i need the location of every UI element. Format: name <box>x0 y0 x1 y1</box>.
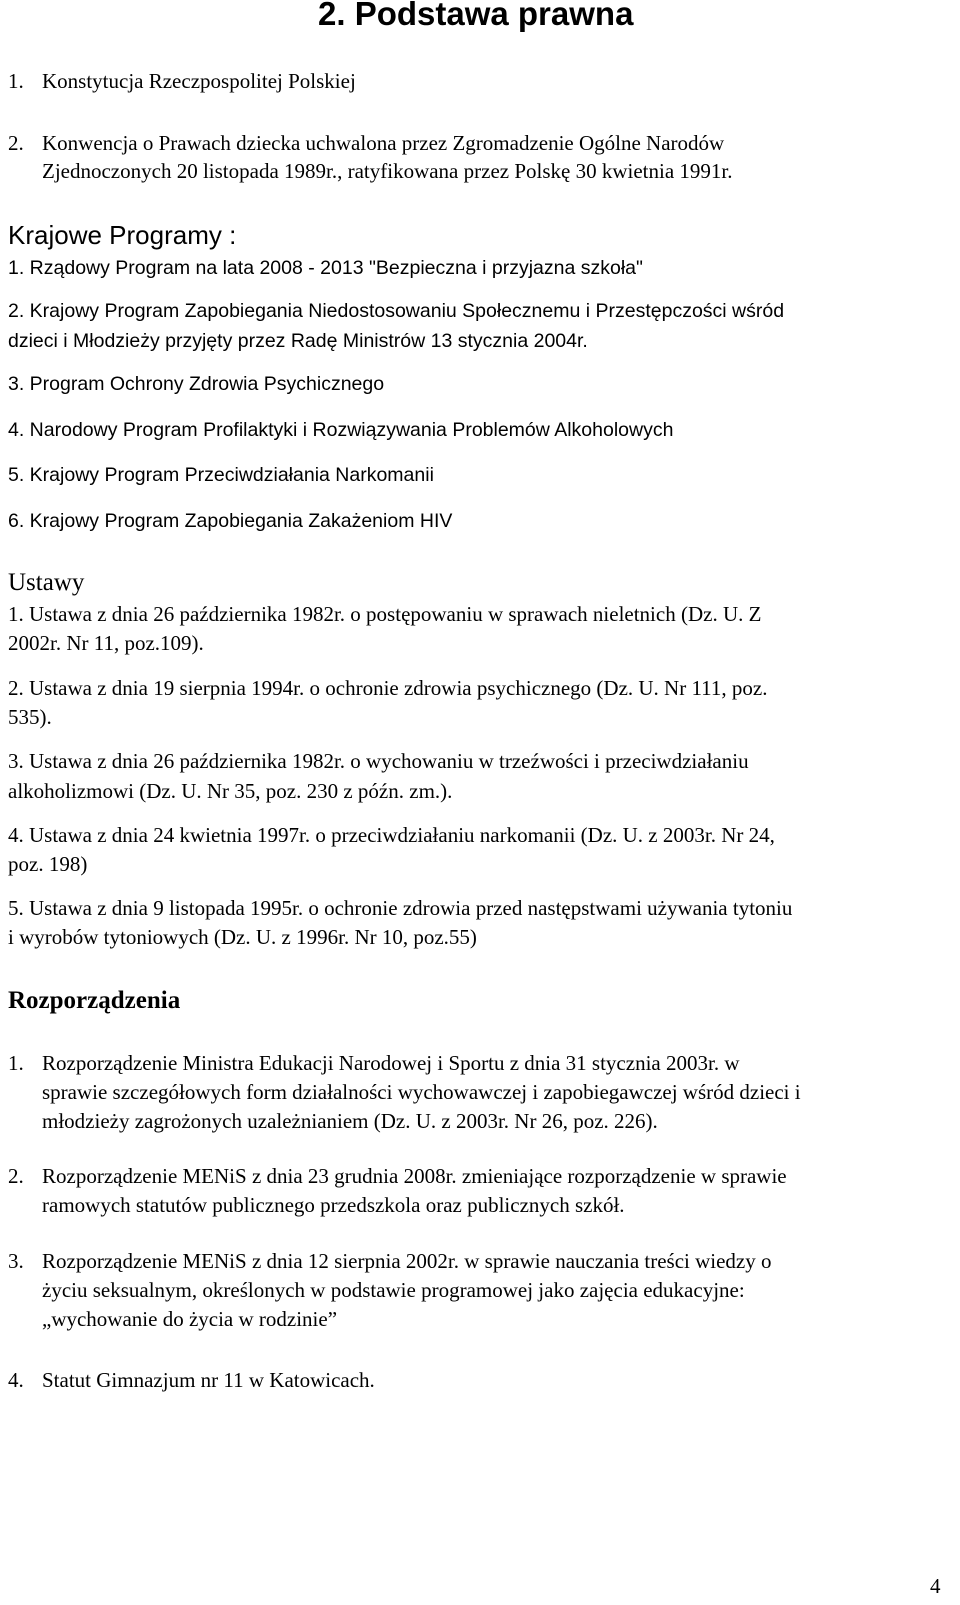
act-line: 2. Ustawa z dnia 19 sierpnia 1994r. o ochronie zdrowia psychicznego (Dz. U. Nr 111, poz. <box>8 676 768 700</box>
act-line: 2002r. Nr 11, poz.109). <box>8 631 204 655</box>
list-item-continued: dzieci i Młodzieży przyjęty przez Radę Ministrów 13 stycznia 2004r. <box>8 330 588 352</box>
item-text: Konstytucja Rzeczpospolitej Polskiej <box>42 69 356 93</box>
list-item <box>8 66 356 96</box>
act-line: poz. 198) <box>8 852 88 876</box>
list-item <box>8 128 724 158</box>
list-item: 2. Krajowy Program Zapobiegania Niedostosowaniu Społecznemu i Przestępczości wśród <box>8 300 785 322</box>
item-text: Rozporządzenie MENiS z dnia 23 grudnia 2008r. zmieniające rozporządzenie w sprawie <box>42 1164 787 1188</box>
section-heading-acts: Ustawy <box>8 569 85 596</box>
page-number: 4 <box>930 1574 941 1598</box>
act-line: 4. Ustawa z dnia 24 kwietnia 1997r. o przeciwdziałaniu narkomanii (Dz. U. z 2003r. Nr 24, <box>8 823 775 847</box>
item-text-continued: młodzieży zagrożonych uzależnianiem (Dz. U. z 2003r. Nr 26, poz. 226). <box>42 1109 658 1133</box>
regulation-item <box>8 1161 787 1191</box>
act-line: 535). <box>8 705 52 729</box>
act-line: i wyrobów tytoniowych (Dz. U. z 1996r. Nr 10, poz.55) <box>8 925 477 949</box>
act-line: 1. Ustawa z dnia 26 października 1982r. o postępowaniu w sprawach nieletnich (Dz. U. Z <box>8 602 762 626</box>
item-text-continued: ramowych statutów publicznego przedszkola oraz publicznych szkół. <box>42 1193 625 1217</box>
page-title: 2. Podstawa prawna <box>318 0 634 32</box>
item-text: Statut Gimnazjum nr 11 w Katowicach. <box>42 1368 375 1392</box>
item-number: 3. <box>8 1249 24 1273</box>
regulation-item <box>8 1048 739 1078</box>
item-number: 2. <box>8 1164 24 1188</box>
item-text: Rozporządzenie Ministra Edukacji Narodowej i Sportu z dnia 31 stycznia 2003r. w <box>42 1051 740 1075</box>
item-text-continued: Zjednoczonych 20 listopada 1989r., ratyfikowana przez Polskę 30 kwietnia 1991r. <box>42 159 733 183</box>
item-text-continued: „wychowanie do życia w rodzinie” <box>42 1307 338 1331</box>
list-item: 3. Program Ochrony Zdrowia Psychicznego <box>8 373 385 395</box>
section-heading-regulations: Rozporządzenia <box>8 987 181 1014</box>
list-item: 4. Narodowy Program Profilaktyki i Rozwiązywania Problemów Alkoholowych <box>8 419 674 441</box>
item-number: 4. <box>8 1368 24 1392</box>
act-line: 5. Ustawa z dnia 9 listopada 1995r. o ochronie zdrowia przed następstwami używania tytoniu <box>8 896 793 920</box>
list-item: 1. Rządowy Program na lata 2008 - 2013 "Bezpieczna i przyjazna szkoła" <box>8 257 643 279</box>
item-text: Rozporządzenie MENiS z dnia 12 sierpnia 2002r. w sprawie nauczania treści wiedzy o <box>42 1249 772 1273</box>
item-text: Konwencja o Prawach dziecka uchwalona przez Zgromadzenie Ogólne Narodów <box>42 131 725 155</box>
regulation-item <box>8 1246 772 1276</box>
act-line: 3. Ustawa z dnia 26 października 1982r. o wychowaniu w trzeźwości i przeciwdziałaniu <box>8 749 749 773</box>
act-line: alkoholizmowi (Dz. U. Nr 35, poz. 230 z późn. zm.). <box>8 779 453 803</box>
item-number: 1. <box>8 1051 24 1075</box>
item-number: 2. <box>8 131 24 155</box>
item-text-continued: sprawie szczegółowych form działalności wychowawczej i zapobiegawczej wśród dzieci i <box>42 1080 801 1104</box>
list-item: 6. Krajowy Program Zapobiegania Zakażeniom HIV <box>8 510 453 532</box>
regulation-item <box>8 1365 375 1395</box>
item-number: 1. <box>8 69 24 93</box>
section-heading-programs: Krajowe Programy : <box>8 220 237 250</box>
item-text-continued: życiu seksualnym, określonych w podstawie programowej jako zajęcia edukacyjne: <box>42 1278 745 1302</box>
list-item: 5. Krajowy Program Przeciwdziałania Narkomanii <box>8 464 434 486</box>
